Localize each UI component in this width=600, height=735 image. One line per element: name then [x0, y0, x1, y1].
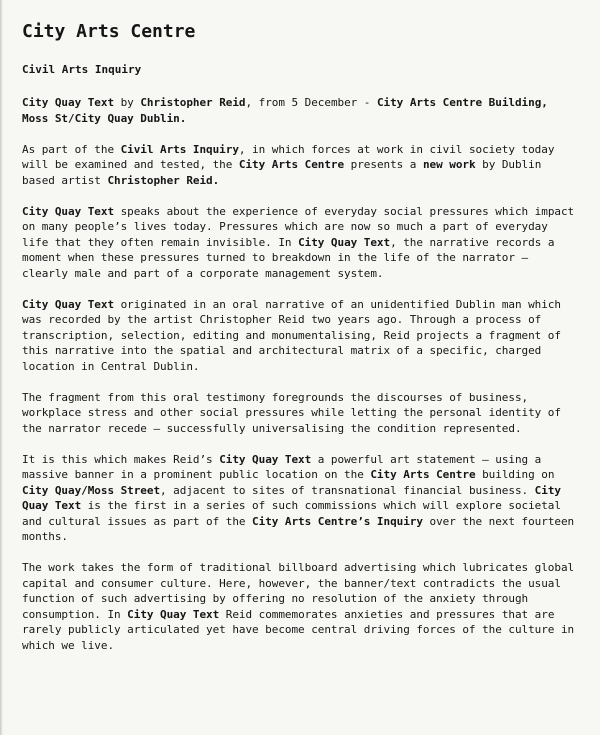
- bold-text-run: City Quay Text: [22, 96, 115, 109]
- text-run: As part of the: [22, 142, 121, 156]
- paragraph-3: [22, 204, 580, 282]
- paragraph-1: [22, 95, 580, 126]
- bold-text-run: City Quay Text: [22, 483, 561, 512]
- text-run: , adjacent to sites of transnational financial business.: [160, 483, 535, 497]
- paragraph-6: [22, 452, 580, 545]
- bold-text-run: City Quay Text: [22, 297, 115, 311]
- text-run: The fragment from this oral testimony foregrounds the discourses of business, workplace stress and other social pressures while letting the personal identity of the narrator recede – successfully universalising the condition represented.: [22, 390, 561, 435]
- scan-edge-shadow: [0, 0, 3, 735]
- paragraph-5: [22, 390, 580, 437]
- bold-text-run: City Arts Centre: [370, 468, 476, 481]
- bold-text-run: City Quay Text: [219, 452, 312, 466]
- text-run: by: [114, 96, 141, 109]
- text-run: presents a: [344, 158, 423, 171]
- text-run: over the next fourteen months.: [22, 514, 575, 543]
- text-run: building on: [475, 468, 555, 481]
- text-run: , the narrative records a moment when these pressures turned to breakdown in the life of the narrator – clearly male and part of a corporate management system.: [22, 235, 555, 280]
- bold-text-run: new work: [422, 158, 476, 171]
- bold-text-run: City Arts Centre: [238, 158, 345, 171]
- bold-text-run: City Quay Text: [22, 204, 115, 218]
- text-run: The work takes the form of traditional billboard advertising which lubricates global capital and consumer culture. Here, however, the banner/text contradicts the usual function of such advertising by offering no resolution of the anxiety through consumption. In: [22, 561, 575, 621]
- text-run: by Dublin based artist: [22, 158, 542, 187]
- text-run: originated in an oral narrative of an unidentified Dublin man which was recorded by the artist Christopher Reid two years ago. Through a process of transcription, selection, editing and monumentalising, Reid projects a fragment of this narrative into the spatial and architectural matrix of a specific, charged location in Central Dublin.: [22, 297, 561, 373]
- bold-text-run: City Arts Centre’s Inquiry: [252, 514, 423, 528]
- bold-text-run: City Quay Text: [298, 235, 391, 249]
- bold-text-run: Civil Arts Inquiry: [120, 142, 239, 156]
- text-run: It is this which makes Reid’s: [22, 452, 220, 466]
- bold-text-run: City Quay Text: [127, 607, 220, 621]
- bold-text-run: City Arts Centre Building, Moss St/City Quay Dublin.: [22, 96, 548, 125]
- text-run: a powerful art statement – using a massive banner in a prominent public location on the: [22, 452, 542, 481]
- bold-text-run: City Quay/Moss Street: [22, 483, 161, 497]
- paragraph-2: [22, 142, 580, 189]
- paragraph-4: [22, 297, 580, 375]
- document-body: [22, 95, 580, 653]
- bold-text-run: Christopher Reid.: [107, 173, 220, 187]
- text-run: is the first in a series of such commissions which will explore societal and cultural issues as part of the: [22, 499, 561, 528]
- paragraph-7: [22, 560, 580, 653]
- document-title: City Arts Centre: [22, 21, 196, 42]
- text-run: , from 5 December -: [245, 96, 377, 109]
- text-run: , in which forces at work in civil society today will be examined and tested, the: [22, 142, 555, 171]
- bold-text-run: Christopher Reid: [140, 96, 246, 109]
- text-run: speaks about the experience of everyday social pressures which impact on many people’s lives today. Pressures which are now so much a part of everyday life that they often remain invisible. In: [22, 204, 575, 249]
- text-run: Reid commemorates anxieties and pressures that are rarely publicly articulated yet have become central driving forces of the culture in which we live.: [22, 607, 575, 652]
- document-subtitle: Civil Arts Inquiry: [22, 63, 142, 76]
